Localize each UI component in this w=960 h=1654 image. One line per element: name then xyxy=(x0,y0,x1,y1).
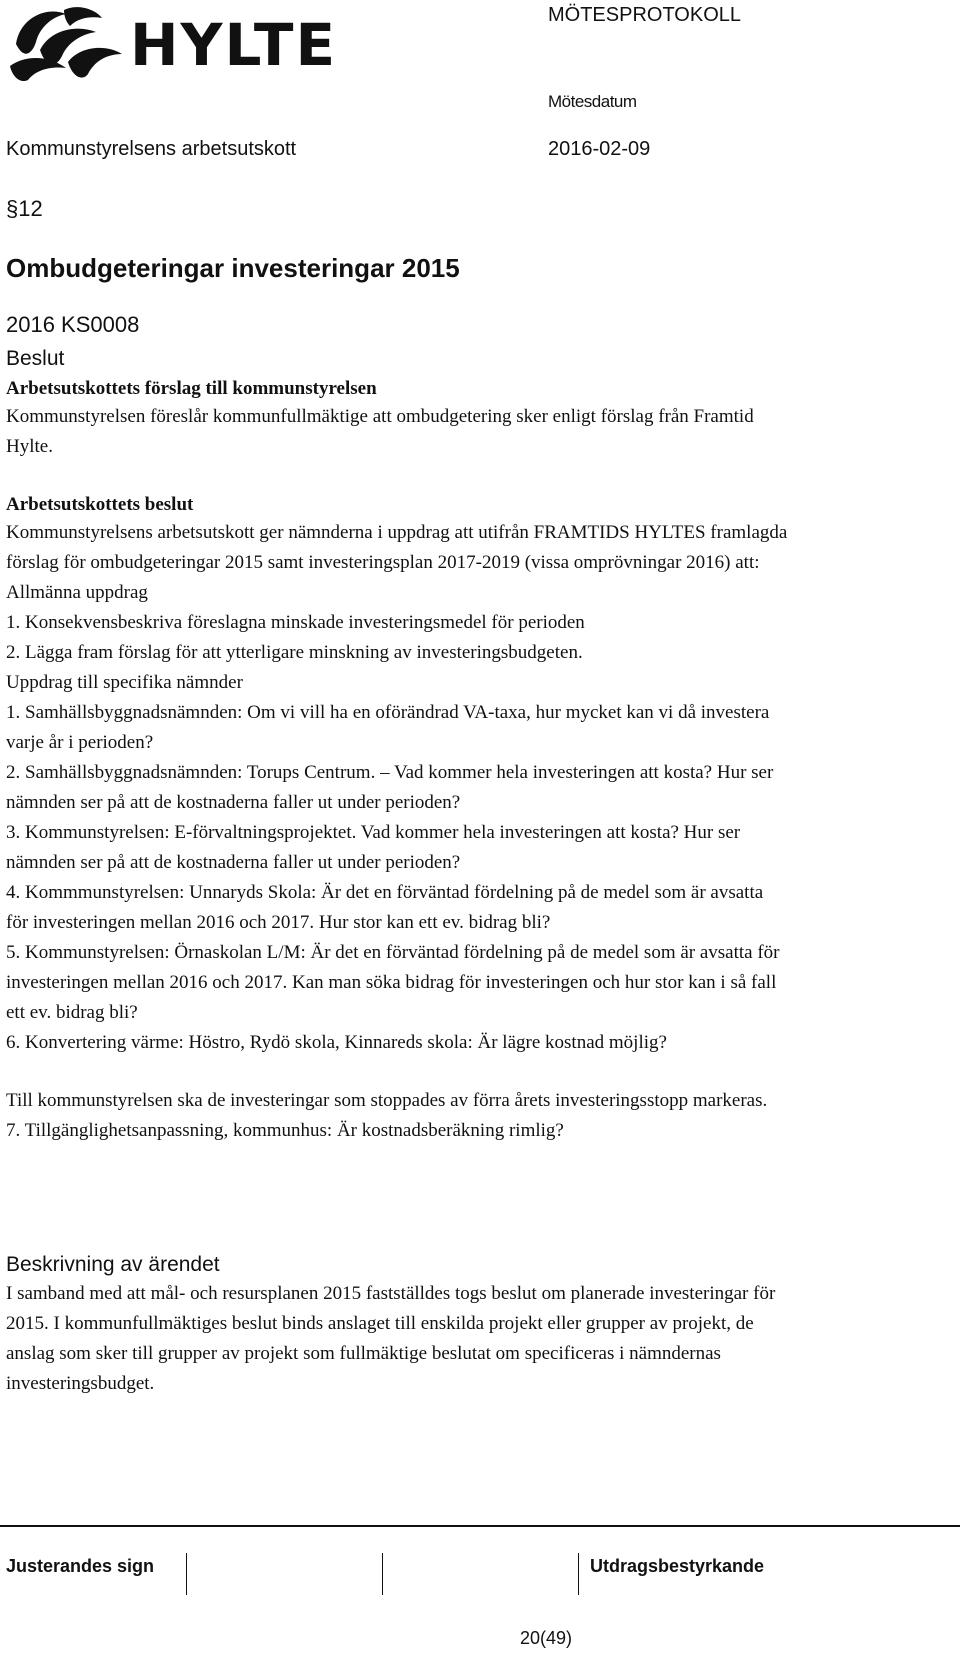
decision-line: nämnden ser på att de kostnaderna faller ut under perioden? xyxy=(6,852,461,873)
proposal-text-line: Hylte. xyxy=(6,436,53,457)
decision-line: 5. Kommunstyrelsen: Örnaskolan L/M: Är det en förväntad fördelning på de medel som är avsatta för xyxy=(6,942,780,963)
decision-line: 6. Konvertering värme: Höstro, Rydö skola, Kinnareds skola: Är lägre kostnad möjlig? xyxy=(6,1032,667,1053)
certification-label: Utdragsbestyrkande xyxy=(590,1556,765,1576)
organ-name: Kommunstyrelsens arbetsutskott xyxy=(6,138,297,160)
decision-line: Uppdrag till specifika nämnder xyxy=(6,672,243,693)
decision-line: 2. Samhällsbyggnadsnämnden: Torups Centrum. – Vad kommer hela investeringen att kosta? Hur ser xyxy=(6,762,774,783)
paragraph-number: §12 xyxy=(6,196,43,221)
decision-line: 4. Kommmunstyrelsen: Unnaryds Skola: Är det en förväntad fördelning på de medel som är avsatta xyxy=(6,882,764,903)
description-line: I samband med att mål- och resursplanen 2015 fastställdes togs beslut om planerade investeringar för xyxy=(6,1283,776,1304)
meeting-date: 2016-02-09 xyxy=(548,138,651,160)
decision-heading: Beslut xyxy=(6,347,65,370)
decision-line: nämnden ser på att de kostnaderna faller ut under perioden? xyxy=(6,792,461,813)
decision-line: 1. Samhällsbyggnadsnämnden: Om vi vill ha en oförändrad VA-taxa, hur mycket kan vi då investera xyxy=(6,702,770,723)
decision-line: Allmänna uppdrag xyxy=(6,582,148,603)
hylte-emblem-icon xyxy=(6,4,124,84)
decision-line: ett ev. bidrag bli? xyxy=(6,1002,138,1023)
decision-line: Kommunstyrelsens arbetsutskott ger nämnderna i uppdrag att utifrån FRAMTIDS HYLTES framlagda xyxy=(6,522,788,543)
signature-box-divider xyxy=(578,1553,579,1595)
footer-divider xyxy=(0,1525,960,1527)
signature-label: Justerandes sign xyxy=(6,1556,155,1576)
description-line: 2015. I kommunfullmäktiges beslut binds anslaget till enskilda projekt eller grupper av projekt, de xyxy=(6,1313,754,1334)
decision-line: investeringen mellan 2016 och 2017. Kan man söka bidrag för investeringen och hur stor kan i så fall xyxy=(6,972,777,993)
meeting-date-label: Mötesdatum xyxy=(548,92,637,111)
decision-line: förslag för ombudgeteringar 2015 samt investeringsplan 2017-2019 (vissa omprövningar 2016) att: xyxy=(6,552,760,573)
page-title: Ombudgeteringar investeringar 2015 xyxy=(6,253,460,283)
hylte-logo xyxy=(6,4,346,84)
proposal-heading: Arbetsutskottets förslag till kommunstyrelsen xyxy=(6,378,377,399)
page-number: 20(49) xyxy=(520,1628,573,1648)
au-decision-heading: Arbetsutskottets beslut xyxy=(6,494,194,515)
logo-wordmark: HYLTE xyxy=(130,11,338,79)
decision-line: 1. Konsekvensbeskriva föreslagna minskade investeringsmedel för perioden xyxy=(6,612,585,633)
final-decision-line: 7. Tillgänglighetsanpassning, kommunhus: Är kostnadsberäkning rimlig? xyxy=(6,1120,564,1141)
description-line: anslag som sker till grupper av projekt som fullmäktige beslutat om specificeras i nämndernas xyxy=(6,1343,721,1364)
case-number: 2016 KS0008 xyxy=(6,312,140,337)
description-line: investeringsbudget. xyxy=(6,1373,155,1394)
signature-box-divider xyxy=(382,1553,383,1595)
proposal-text-line: Kommunstyrelsen föreslår kommunfullmäktige att ombudgetering sker enligt förslag från Framtid xyxy=(6,406,754,427)
description-heading: Beskrivning av ärendet xyxy=(6,1253,220,1276)
decision-line: för investeringen mellan 2016 och 2017. Hur stor kan ett ev. bidrag bli? xyxy=(6,912,551,933)
decision-line: 2. Lägga fram förslag för att ytterligare minskning av investeringsbudgeten. xyxy=(6,642,583,663)
signature-box-divider xyxy=(186,1553,187,1595)
decision-line: varje år i perioden? xyxy=(6,732,154,753)
final-decision-line: Till kommunstyrelsen ska de investeringar som stoppades av förra årets investeringsstopp markeras. xyxy=(6,1090,768,1111)
document-type: MÖTESPROTOKOLL xyxy=(548,4,742,26)
decision-line: 3. Kommunstyrelsen: E-förvaltningsprojektet. Vad kommer hela investeringen att kosta? Hur ser xyxy=(6,822,741,843)
